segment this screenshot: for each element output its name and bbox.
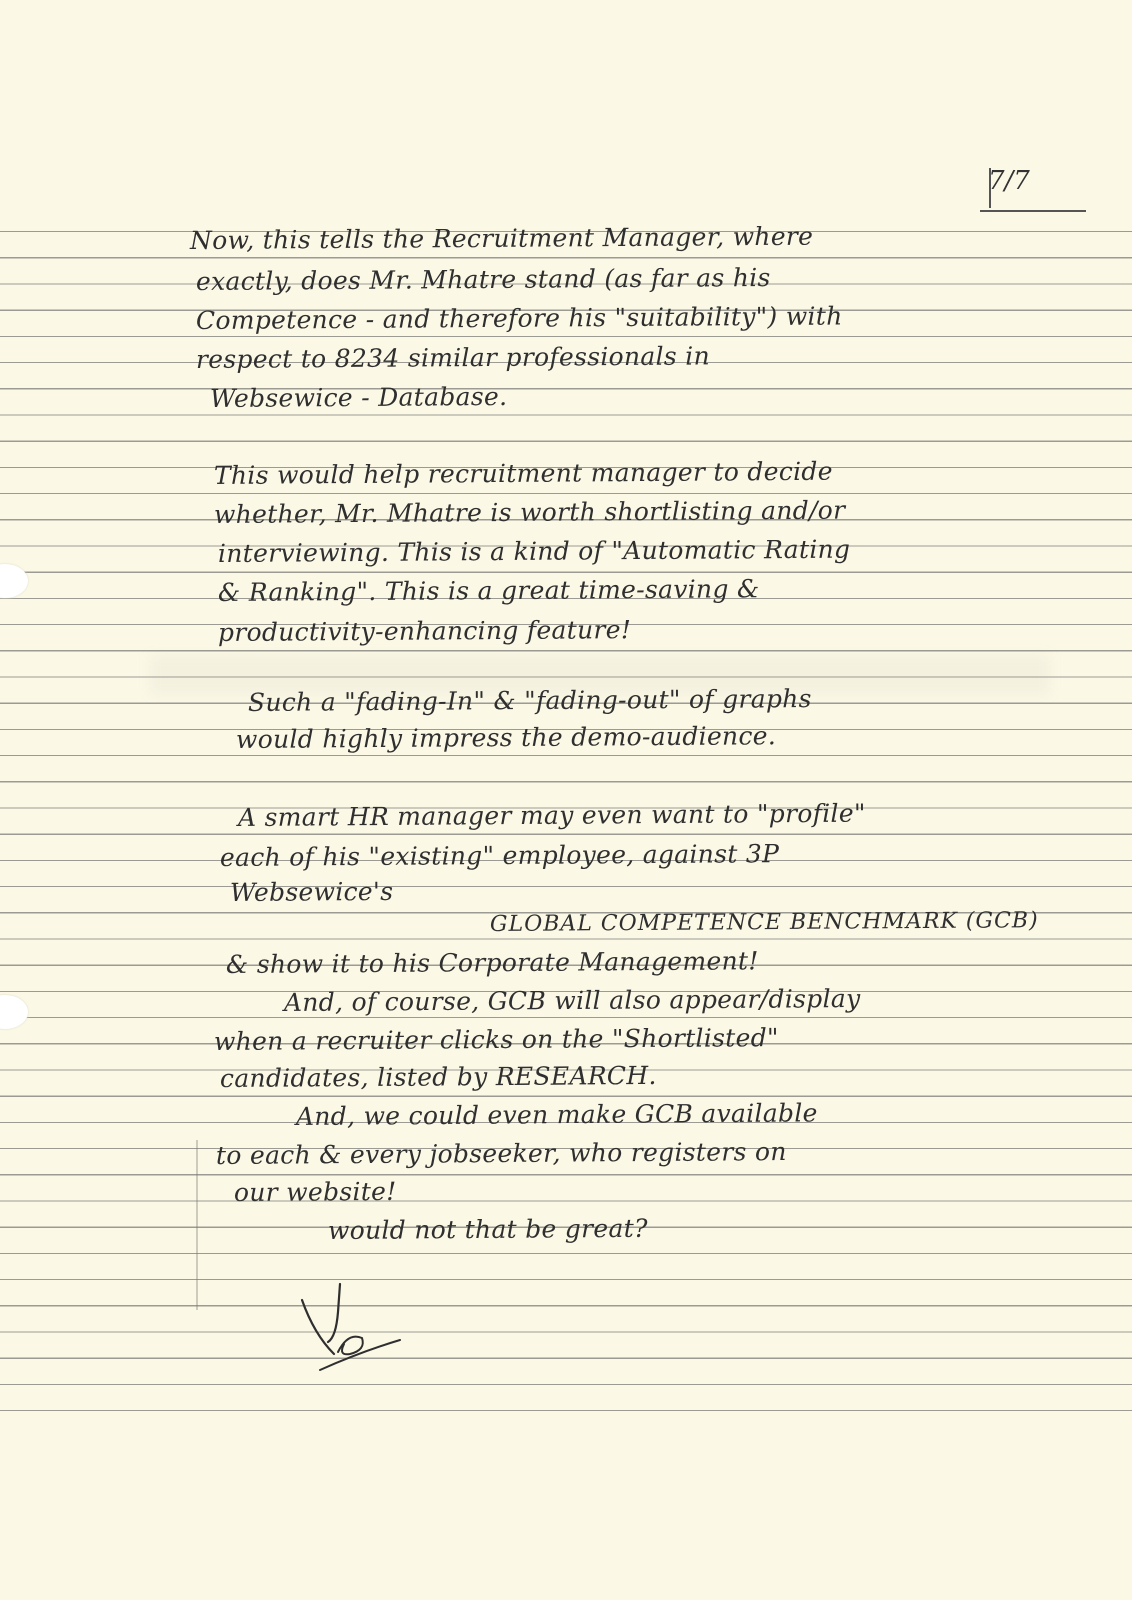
text-line: And, we could even make GCB available xyxy=(295,1098,818,1131)
text-line: would highly impress the demo-audience. xyxy=(235,721,777,754)
text-line: & Ranking". This is a great time-saving & xyxy=(217,574,760,607)
text-line: Websewice's xyxy=(229,876,394,907)
margin-mark xyxy=(196,1140,198,1310)
text-line: Such a "fading-In" & "fading-out" of graphs xyxy=(247,684,812,717)
text-line: whether, Mr. Mhatre is worth shortlisting and/or xyxy=(213,495,846,529)
punch-hole xyxy=(0,995,28,1029)
text-line: interviewing. This is a kind of "Automatic Rating xyxy=(217,534,851,568)
text-line: each of his "existing" employee, against 3P xyxy=(219,839,780,872)
text-line: when a recruiter clicks on the "Shortlisted" xyxy=(213,1023,779,1056)
text-line: Competence - and therefore his "suitability") with xyxy=(195,301,843,335)
text-line: This would help recruitment manager to decide xyxy=(213,456,833,490)
text-line: GLOBAL COMPETENCE BENCHMARK (GCB) xyxy=(489,908,1039,937)
punch-hole xyxy=(0,564,28,598)
text-line: & show it to his Corporate Management! xyxy=(225,946,759,979)
text-line: exactly, does Mr. Mhatre stand (as far as his xyxy=(195,262,771,296)
text-line: productivity-enhancing feature! xyxy=(217,615,632,647)
text-line: Now, this tells the Recruitment Manager, where xyxy=(189,221,814,255)
signature-icon xyxy=(300,1282,410,1382)
text-line: A smart HR manager may even want to "profile" xyxy=(237,798,866,832)
text-line: our website! xyxy=(233,1176,397,1207)
text-line: respect to 8234 similar professionals in xyxy=(195,341,711,374)
page-number-rule xyxy=(980,210,1086,212)
text-line: to each & every jobseeker, who registers on xyxy=(215,1137,787,1170)
text-line: Websewice - Database. xyxy=(209,381,508,413)
text-line: candidates, listed by RESEARCH. xyxy=(219,1060,657,1093)
text-line: would not that be great? xyxy=(327,1213,648,1245)
text-line: And, of course, GCB will also appear/display xyxy=(283,983,861,1017)
page-number: 7/7 xyxy=(988,166,1030,196)
